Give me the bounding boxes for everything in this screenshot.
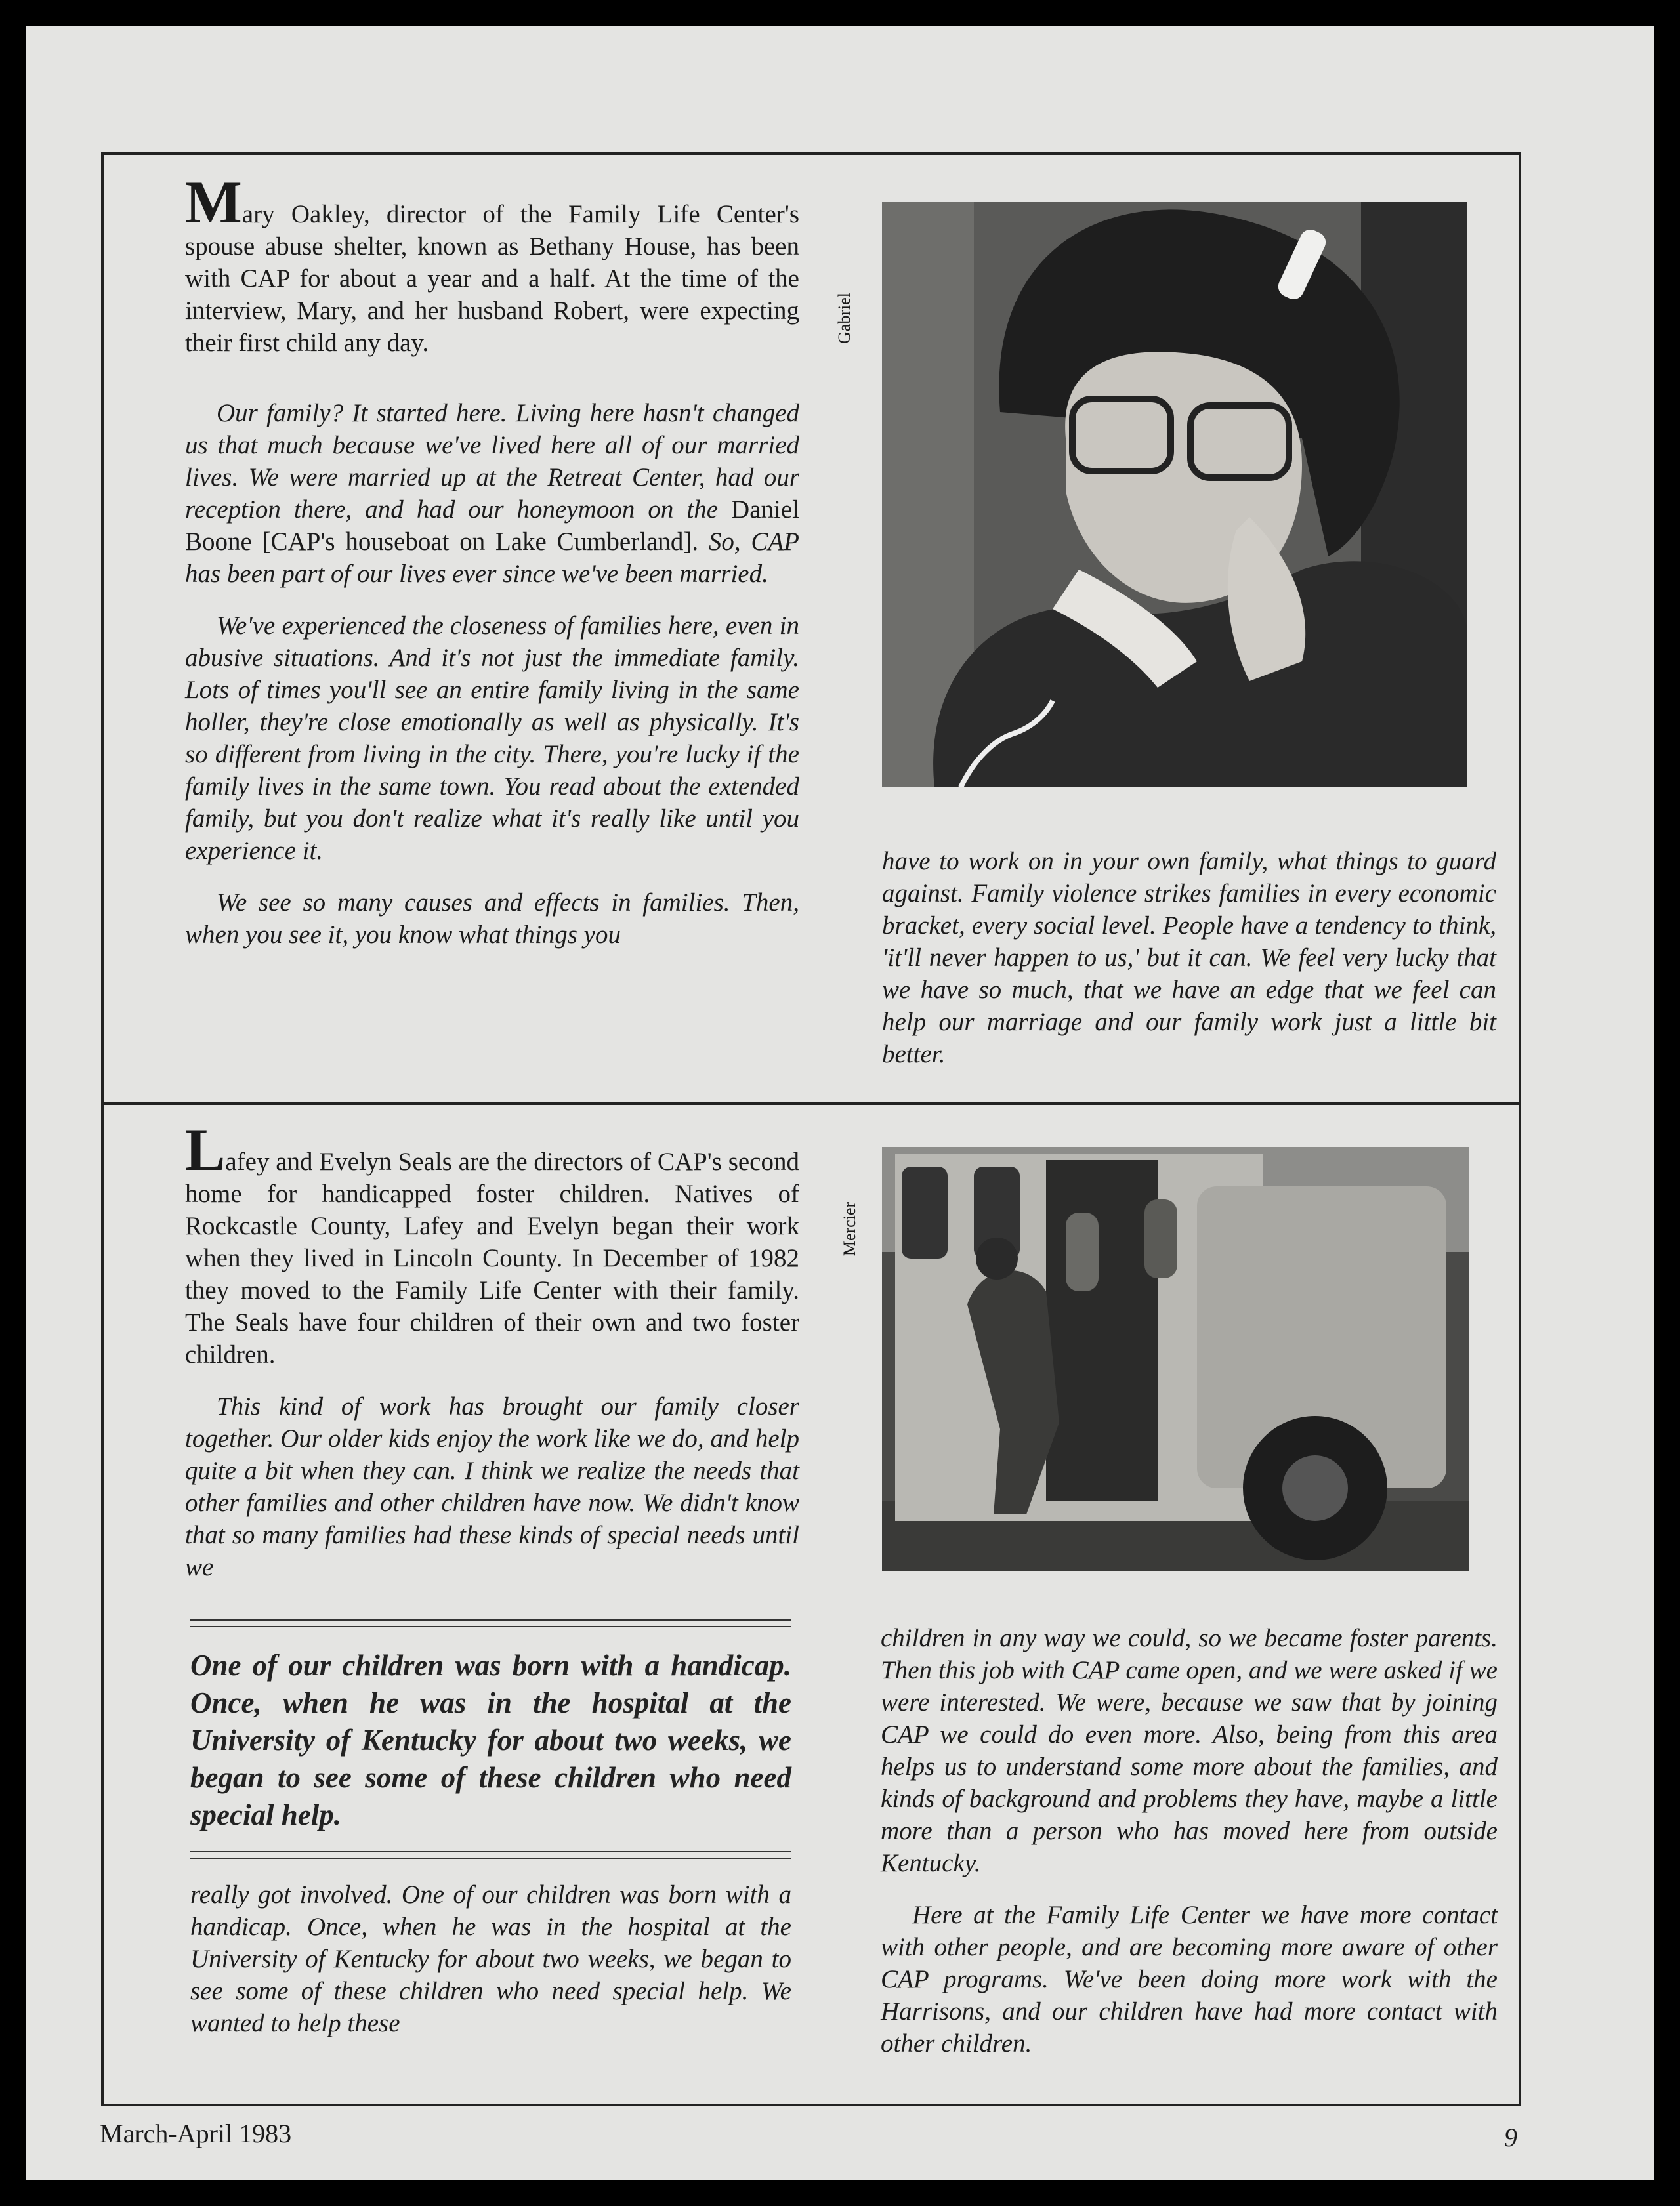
pull-quote — [190, 1619, 791, 2059]
article1-paragraph: We've experienced the closeness of families here, even in abusive situations. And it's not just the immediate family. Lots of times you'll see an entire family living in the same holler, they're close emotionally as well as physically. It's so different from living in the city. There, you're lucky if the family lives in the same town. You read about the extended family, but you don't realize what it's really like until you experience it. — [185, 612, 799, 865]
article2-paragraph-continued: really got involved. One of our children was born with a handicap. Once, when he was in the hospital at the University of Kentucky for about two weeks, we began to see some of these children who need special help. We wanted to help these — [190, 1881, 791, 2037]
divider — [190, 1858, 791, 1859]
page-number: 9 — [1504, 2123, 1517, 2152]
article1-right-column — [882, 845, 1496, 1090]
photo-credit: Mercier — [840, 1201, 860, 1257]
article1-paragraph: Our family? It started here. Living here hasn't changed us that much because we've lived here all of our married lives. We were married up at the Retreat Center, had our reception there, and had our honeymoon on the Daniel Boone [CAP's houseboat on Lake Cumberland]. So, CAP has been part of our lives ever since we've been married. — [185, 399, 799, 588]
article2-right-column — [881, 1622, 1498, 2079]
issue-date: March-April 1983 — [100, 2119, 292, 2148]
van-loading-photo — [882, 1147, 1469, 1571]
article1-paragraph-continued: have to work on in your own family, what things to guard against. Family violence strikes families in every economic bracket, every social level. People have a tendency to think, 'it'll never happen to us,' but it can. We feel very lucky that we have so much, that we have an edge that we feel can help our marriage and our family work just a little bit better. — [882, 847, 1496, 1068]
dropcap: L — [185, 1116, 226, 1183]
magazine-page — [26, 26, 1654, 2180]
photo-credit: Gabriel — [834, 293, 854, 344]
article1-intro: Mary Oakley, director of the Family Life Center's spouse abuse shelter, known as Bethany House, has been with CAP for about a year and a half. At the time of the interview, Mary, and her husband Robert, were expecting their first child any day. — [185, 169, 799, 357]
article2-left-column — [185, 1116, 799, 1603]
divider — [190, 1619, 791, 1621]
article2-paragraph: This kind of work has brought our family closer together. Our older kids enjoy the work like we do, and help quite a bit when they can. I think we realize the needs that other families and other children have now. We didn't know that so many families had these kinds of special needs until we — [185, 1392, 799, 1581]
pull-quote-text: One of our children was born with a handicap. Once, when he was in the hospital at the University of Kentucky for about two weeks, we began to see some of these children who need special help. — [190, 1649, 791, 1831]
divider — [190, 1851, 791, 1852]
dropcap: M — [185, 169, 242, 236]
article2-paragraph: Here at the Family Life Center we have more contact with other people, and are becoming more aware of other CAP programs. We've been doing more work with the Harrisons, and our children have had more contact with other children. — [881, 1901, 1498, 2058]
divider — [190, 1626, 791, 1627]
article1-left-column — [185, 169, 799, 970]
woman-on-phone-photo — [882, 202, 1467, 787]
article2-intro: Lafey and Evelyn Seals are the directors of CAP's second home for handicapped foster children. Natives of Rockcastle County, Lafey and Evelyn began their work when they lived in Lincoln County. In December of 1982 they moved to the Family Life Center with their family. The Seals have four children of their own and two foster children. — [185, 1116, 799, 1369]
article1-paragraph: We see so many causes and effects in families. Then, when you see it, you know what things you — [185, 888, 799, 949]
article2-paragraph-continued: children in any way we could, so we became foster parents. Then this job with CAP came open, and we were asked if we were interested. We were, because we saw that by joining CAP we could do even more. Also, being from this area helps us to understand some more about the families, and kinds of background and problems they have, maybe a little more than a person who has moved here from outside Kentucky. — [881, 1624, 1498, 1877]
